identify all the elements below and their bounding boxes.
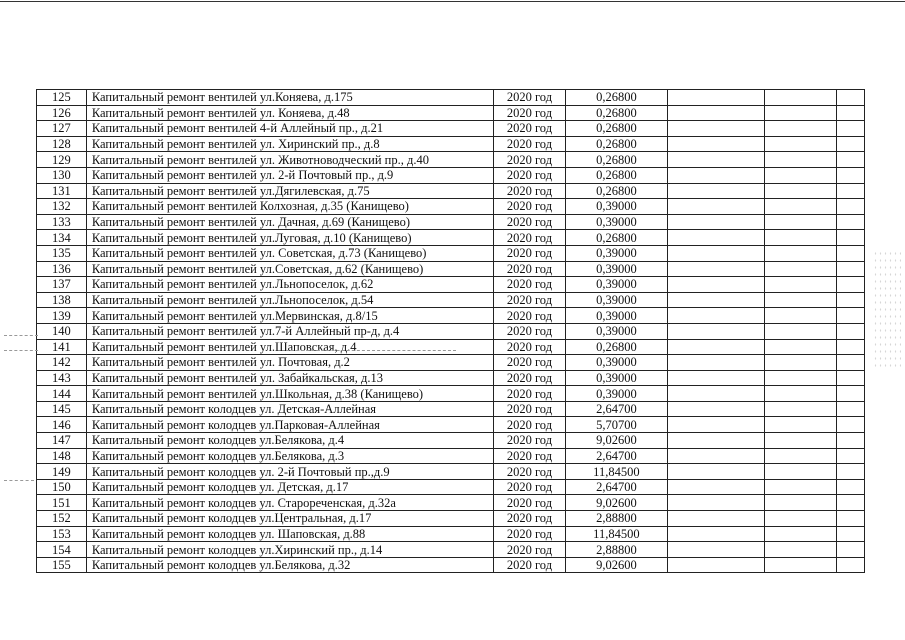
work-description-cell: Капитальный ремонт колодцев ул.Белякова, д.4 xyxy=(86,433,493,449)
work-description-cell: Капитальный ремонт вентилей ул.Коняева, д.175 xyxy=(86,90,493,106)
amount-cell: 0,39000 xyxy=(566,261,668,277)
empty-cell xyxy=(667,277,765,293)
empty-cell xyxy=(667,464,765,480)
empty-cell xyxy=(667,230,765,246)
year-cell: 2020 год xyxy=(493,448,565,464)
year-cell: 2020 год xyxy=(493,464,565,480)
amount-cell: 0,39000 xyxy=(566,386,668,402)
row-number-cell: 153 xyxy=(37,526,87,542)
year-cell: 2020 год xyxy=(493,90,565,106)
amount-cell: 5,70700 xyxy=(566,417,668,433)
table-row xyxy=(37,152,865,168)
empty-cell xyxy=(667,370,765,386)
empty-cell xyxy=(765,370,837,386)
year-cell: 2020 год xyxy=(493,339,565,355)
work-description-cell: Капитальный ремонт вентилей ул. Дачная, д.69 (Канищево) xyxy=(86,214,493,230)
empty-cell xyxy=(667,292,765,308)
works-table xyxy=(36,89,865,573)
amount-cell: 0,39000 xyxy=(566,277,668,293)
row-number-cell: 147 xyxy=(37,433,87,449)
table-row xyxy=(37,479,865,495)
work-description-cell: Капитальный ремонт колодцев ул. Старореченская, д.32а xyxy=(86,495,493,511)
work-description-cell: Капитальный ремонт колодцев ул. Детская-Аллейная xyxy=(86,401,493,417)
work-description-cell: Капитальный ремонт колодцев ул. Шаповская, д.88 xyxy=(86,526,493,542)
table-row xyxy=(37,401,865,417)
empty-cell xyxy=(837,464,865,480)
year-cell: 2020 год xyxy=(493,386,565,402)
empty-cell xyxy=(667,448,765,464)
amount-cell: 0,39000 xyxy=(566,370,668,386)
empty-cell xyxy=(667,261,765,277)
empty-cell xyxy=(765,230,837,246)
empty-cell xyxy=(765,386,837,402)
empty-cell xyxy=(667,167,765,183)
table-row xyxy=(37,526,865,542)
empty-cell xyxy=(765,401,837,417)
empty-cell xyxy=(765,136,837,152)
work-description-cell: Капитальный ремонт вентилей ул. Хиринский пр., д.8 xyxy=(86,136,493,152)
amount-cell: 9,02600 xyxy=(566,495,668,511)
work-description-cell: Капитальный ремонт вентилей ул.Луговая, д.10 (Канищево) xyxy=(86,230,493,246)
empty-cell xyxy=(667,214,765,230)
table-row xyxy=(37,339,865,355)
row-number-cell: 130 xyxy=(37,167,87,183)
empty-cell xyxy=(837,90,865,106)
scan-noise-mark xyxy=(4,350,38,351)
work-description-cell: Капитальный ремонт вентилей ул.7-й Аллейный пр-д, д.4 xyxy=(86,323,493,339)
amount-cell: 0,26800 xyxy=(566,105,668,121)
amount-cell: 9,02600 xyxy=(566,557,668,573)
row-number-cell: 128 xyxy=(37,136,87,152)
work-description-cell: Капитальный ремонт колодцев ул.Парковая-Аллейная xyxy=(86,417,493,433)
empty-cell xyxy=(667,136,765,152)
empty-cell xyxy=(837,308,865,324)
table-row xyxy=(37,308,865,324)
amount-cell: 0,26800 xyxy=(566,167,668,183)
work-description-cell: Капитальный ремонт вентилей ул. Животноводческий пр., д.40 xyxy=(86,152,493,168)
year-cell: 2020 год xyxy=(493,323,565,339)
amount-cell: 0,39000 xyxy=(566,355,668,371)
empty-cell xyxy=(667,152,765,168)
empty-cell xyxy=(667,183,765,199)
empty-cell xyxy=(837,323,865,339)
amount-cell: 0,39000 xyxy=(566,308,668,324)
table-row xyxy=(37,464,865,480)
work-description-cell: Капитальный ремонт вентилей ул.Льнопоселок, д.54 xyxy=(86,292,493,308)
empty-cell xyxy=(667,121,765,137)
work-description-cell: Капитальный ремонт вентилей ул. Забайкальская, д.13 xyxy=(86,370,493,386)
work-description-cell: Капитальный ремонт колодцев ул. Детская, д.17 xyxy=(86,479,493,495)
work-description-cell: Капитальный ремонт вентилей ул. Советская, д.73 (Канищево) xyxy=(86,245,493,261)
row-number-cell: 145 xyxy=(37,401,87,417)
empty-cell xyxy=(765,199,837,215)
table-row xyxy=(37,136,865,152)
table-row xyxy=(37,370,865,386)
empty-cell xyxy=(765,167,837,183)
empty-cell xyxy=(765,277,837,293)
table-row xyxy=(37,292,865,308)
year-cell: 2020 год xyxy=(493,230,565,246)
row-number-cell: 155 xyxy=(37,557,87,573)
scan-noise-mark xyxy=(286,350,456,351)
row-number-cell: 133 xyxy=(37,214,87,230)
amount-cell: 0,39000 xyxy=(566,199,668,215)
scan-noise-mark xyxy=(4,480,34,481)
work-description-cell: Капитальный ремонт вентилей ул.Шаповская, д.4 xyxy=(86,339,493,355)
empty-cell xyxy=(837,542,865,558)
row-number-cell: 141 xyxy=(37,339,87,355)
work-description-cell: Капитальный ремонт колодцев ул.Хиринский пр., д.14 xyxy=(86,542,493,558)
empty-cell xyxy=(765,355,837,371)
year-cell: 2020 год xyxy=(493,495,565,511)
amount-cell: 2,88800 xyxy=(566,511,668,527)
empty-cell xyxy=(667,526,765,542)
year-cell: 2020 год xyxy=(493,479,565,495)
amount-cell: 11,84500 xyxy=(566,464,668,480)
table-row xyxy=(37,90,865,106)
empty-cell xyxy=(837,417,865,433)
empty-cell xyxy=(667,433,765,449)
amount-cell: 2,64700 xyxy=(566,479,668,495)
empty-cell xyxy=(667,355,765,371)
empty-cell xyxy=(765,526,837,542)
work-description-cell: Капитальный ремонт вентилей ул. Почтовая, д.2 xyxy=(86,355,493,371)
row-number-cell: 131 xyxy=(37,183,87,199)
row-number-cell: 154 xyxy=(37,542,87,558)
table-row xyxy=(37,121,865,137)
empty-cell xyxy=(765,152,837,168)
work-description-cell: Капитальный ремонт вентилей ул. 2-й Почтовый пр., д.9 xyxy=(86,167,493,183)
year-cell: 2020 год xyxy=(493,308,565,324)
row-number-cell: 151 xyxy=(37,495,87,511)
empty-cell xyxy=(837,401,865,417)
work-description-cell: Капитальный ремонт вентилей ул.Дягилевская, д.75 xyxy=(86,183,493,199)
table-row xyxy=(37,355,865,371)
amount-cell: 2,64700 xyxy=(566,448,668,464)
table-row xyxy=(37,183,865,199)
empty-cell xyxy=(837,433,865,449)
works-table-body xyxy=(37,90,865,573)
table-row xyxy=(37,261,865,277)
table-row xyxy=(37,448,865,464)
work-description-cell: Капитальный ремонт вентилей ул.Школьная, д.38 (Канищево) xyxy=(86,386,493,402)
empty-cell xyxy=(667,386,765,402)
empty-cell xyxy=(765,90,837,106)
amount-cell: 2,88800 xyxy=(566,542,668,558)
empty-cell xyxy=(837,230,865,246)
scan-speckle xyxy=(873,250,901,370)
year-cell: 2020 год xyxy=(493,105,565,121)
row-number-cell: 127 xyxy=(37,121,87,137)
amount-cell: 11,84500 xyxy=(566,526,668,542)
empty-cell xyxy=(667,417,765,433)
empty-cell xyxy=(765,495,837,511)
empty-cell xyxy=(837,355,865,371)
work-description-cell: Капитальный ремонт вентилей ул.Советская, д.62 (Канищево) xyxy=(86,261,493,277)
empty-cell xyxy=(837,495,865,511)
year-cell: 2020 год xyxy=(493,542,565,558)
empty-cell xyxy=(667,323,765,339)
empty-cell xyxy=(765,261,837,277)
table-row xyxy=(37,214,865,230)
table-row xyxy=(37,277,865,293)
row-number-cell: 143 xyxy=(37,370,87,386)
empty-cell xyxy=(765,448,837,464)
empty-cell xyxy=(765,323,837,339)
empty-cell xyxy=(837,214,865,230)
work-description-cell: Капитальный ремонт вентилей Колхозная, д.35 (Канищево) xyxy=(86,199,493,215)
year-cell: 2020 год xyxy=(493,277,565,293)
empty-cell xyxy=(765,245,837,261)
year-cell: 2020 год xyxy=(493,245,565,261)
empty-cell xyxy=(765,479,837,495)
table-row xyxy=(37,433,865,449)
empty-cell xyxy=(667,511,765,527)
empty-cell xyxy=(667,199,765,215)
table-row xyxy=(37,542,865,558)
empty-cell xyxy=(837,339,865,355)
row-number-cell: 137 xyxy=(37,277,87,293)
empty-cell xyxy=(837,370,865,386)
row-number-cell: 138 xyxy=(37,292,87,308)
empty-cell xyxy=(837,479,865,495)
table-row xyxy=(37,105,865,121)
amount-cell: 0,26800 xyxy=(566,152,668,168)
row-number-cell: 129 xyxy=(37,152,87,168)
empty-cell xyxy=(667,495,765,511)
amount-cell: 2,64700 xyxy=(566,401,668,417)
table-row xyxy=(37,386,865,402)
empty-cell xyxy=(837,136,865,152)
work-description-cell: Капитальный ремонт колодцев ул.Белякова, д.32 xyxy=(86,557,493,573)
empty-cell xyxy=(765,308,837,324)
empty-cell xyxy=(837,121,865,137)
year-cell: 2020 год xyxy=(493,417,565,433)
table-row xyxy=(37,323,865,339)
table-row xyxy=(37,495,865,511)
row-number-cell: 140 xyxy=(37,323,87,339)
amount-cell: 0,39000 xyxy=(566,323,668,339)
empty-cell xyxy=(837,183,865,199)
empty-cell xyxy=(837,167,865,183)
year-cell: 2020 год xyxy=(493,152,565,168)
work-description-cell: Капитальный ремонт колодцев ул.Центральная, д.17 xyxy=(86,511,493,527)
year-cell: 2020 год xyxy=(493,526,565,542)
empty-cell xyxy=(765,511,837,527)
year-cell: 2020 год xyxy=(493,401,565,417)
year-cell: 2020 год xyxy=(493,183,565,199)
row-number-cell: 126 xyxy=(37,105,87,121)
work-description-cell: Капитальный ремонт колодцев ул. 2-й Почтовый пр.,д.9 xyxy=(86,464,493,480)
empty-cell xyxy=(765,464,837,480)
year-cell: 2020 год xyxy=(493,355,565,371)
table-row xyxy=(37,230,865,246)
empty-cell xyxy=(837,152,865,168)
row-number-cell: 149 xyxy=(37,464,87,480)
amount-cell: 0,39000 xyxy=(566,292,668,308)
year-cell: 2020 год xyxy=(493,214,565,230)
year-cell: 2020 год xyxy=(493,557,565,573)
row-number-cell: 132 xyxy=(37,199,87,215)
empty-cell xyxy=(667,308,765,324)
empty-cell xyxy=(765,183,837,199)
empty-cell xyxy=(667,90,765,106)
work-description-cell: Капитальный ремонт колодцев ул.Белякова, д.3 xyxy=(86,448,493,464)
amount-cell: 0,26800 xyxy=(566,136,668,152)
empty-cell xyxy=(765,417,837,433)
row-number-cell: 152 xyxy=(37,511,87,527)
row-number-cell: 150 xyxy=(37,479,87,495)
work-description-cell: Капитальный ремонт вентилей ул. Коняева, д.48 xyxy=(86,105,493,121)
empty-cell xyxy=(837,557,865,573)
empty-cell xyxy=(837,261,865,277)
year-cell: 2020 год xyxy=(493,136,565,152)
empty-cell xyxy=(765,433,837,449)
empty-cell xyxy=(837,245,865,261)
empty-cell xyxy=(765,542,837,558)
empty-cell xyxy=(837,292,865,308)
empty-cell xyxy=(667,105,765,121)
empty-cell xyxy=(837,105,865,121)
empty-cell xyxy=(837,526,865,542)
amount-cell: 9,02600 xyxy=(566,433,668,449)
row-number-cell: 148 xyxy=(37,448,87,464)
empty-cell xyxy=(837,448,865,464)
empty-cell xyxy=(667,557,765,573)
amount-cell: 0,26800 xyxy=(566,90,668,106)
table-row xyxy=(37,245,865,261)
year-cell: 2020 год xyxy=(493,292,565,308)
year-cell: 2020 год xyxy=(493,511,565,527)
amount-cell: 0,26800 xyxy=(566,121,668,137)
work-description-cell: Капитальный ремонт вентилей 4-й Аллейный пр., д.21 xyxy=(86,121,493,137)
table-row xyxy=(37,199,865,215)
empty-cell xyxy=(667,542,765,558)
row-number-cell: 135 xyxy=(37,245,87,261)
row-number-cell: 139 xyxy=(37,308,87,324)
row-number-cell: 146 xyxy=(37,417,87,433)
empty-cell xyxy=(765,214,837,230)
amount-cell: 0,39000 xyxy=(566,214,668,230)
table-row xyxy=(37,511,865,527)
work-description-cell: Капитальный ремонт вентилей ул.Мервинская, д.8/15 xyxy=(86,308,493,324)
amount-cell: 0,26800 xyxy=(566,183,668,199)
empty-cell xyxy=(765,557,837,573)
empty-cell xyxy=(765,105,837,121)
amount-cell: 0,26800 xyxy=(566,339,668,355)
row-number-cell: 134 xyxy=(37,230,87,246)
table-row xyxy=(37,557,865,573)
year-cell: 2020 год xyxy=(493,199,565,215)
table-row xyxy=(37,417,865,433)
amount-cell: 0,26800 xyxy=(566,230,668,246)
empty-cell xyxy=(765,339,837,355)
year-cell: 2020 год xyxy=(493,261,565,277)
empty-cell xyxy=(837,511,865,527)
row-number-cell: 125 xyxy=(37,90,87,106)
row-number-cell: 142 xyxy=(37,355,87,371)
year-cell: 2020 год xyxy=(493,167,565,183)
amount-cell: 0,39000 xyxy=(566,245,668,261)
empty-cell xyxy=(765,292,837,308)
year-cell: 2020 год xyxy=(493,433,565,449)
empty-cell xyxy=(667,339,765,355)
empty-cell xyxy=(837,386,865,402)
empty-cell xyxy=(667,479,765,495)
year-cell: 2020 год xyxy=(493,121,565,137)
empty-cell xyxy=(667,401,765,417)
empty-cell xyxy=(837,277,865,293)
work-description-cell: Капитальный ремонт вентилей ул.Льнопоселок, д.62 xyxy=(86,277,493,293)
empty-cell xyxy=(765,121,837,137)
year-cell: 2020 год xyxy=(493,370,565,386)
table-row xyxy=(37,167,865,183)
row-number-cell: 144 xyxy=(37,386,87,402)
page-top-rule xyxy=(0,1,905,2)
scan-noise-mark xyxy=(4,335,38,336)
empty-cell xyxy=(837,199,865,215)
row-number-cell: 136 xyxy=(37,261,87,277)
empty-cell xyxy=(667,245,765,261)
